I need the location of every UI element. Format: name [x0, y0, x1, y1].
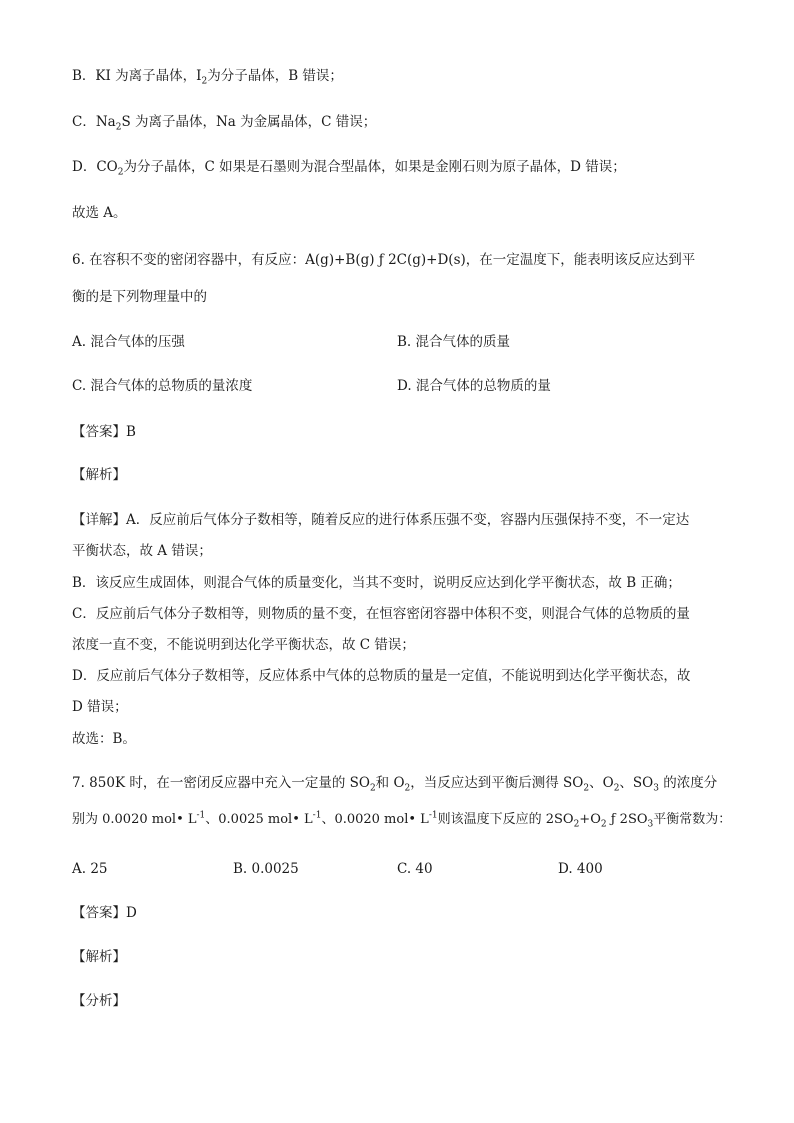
- q6-option-a: A. 混合气体的压强: [72, 334, 185, 350]
- q6-answer: [72, 423, 136, 441]
- q6-answer-value: B: [126, 424, 136, 440]
- q6-detail-line7: D 错误；: [72, 699, 128, 715]
- q6-stem-line2: 衡的是下列物理量中的: [72, 289, 207, 305]
- q7-stem-line1: 7. 850K 时，在一密闭反应器中充入一定量的 $SO_2$和 $O_2$，当反应达到平衡后测得 $SO_2$、$O_2$、$SO_3$ 的浓度分: [72, 775, 718, 794]
- q6-detail-line2: 平衡状态，故 A 错误；: [72, 543, 212, 559]
- q6-detail-line6: D．反应前后气体分子数相等，反应体系中气体的总物质的量是一定值，不能说明到达化学平衡状态，故: [72, 668, 691, 684]
- q7-option-a: A. 25: [72, 861, 108, 877]
- q6-option-b: B. 混合气体的质量: [397, 334, 511, 350]
- q6-detail-line1: 【详解】A．反应前后气体分子数相等，随着反应的进行体系压强不变，容器内压强保持不变，不一定达: [72, 512, 690, 528]
- q6-detail-line4: C．反应前后气体分子数相等，则物质的量不变，在恒容密闭容器中体积不变，则混合气体的总物质的量: [72, 606, 690, 622]
- prev-option-b-explanation: B．KI 为离子晶体，$I_2$为分子晶体，B 错误；: [72, 68, 343, 87]
- prev-option-c-explanation: C．$Na_2S$ 为离子晶体，Na 为金属晶体，C 错误；: [72, 114, 377, 133]
- q7-stem-line2: 别为 0.0020 mol• $L^{-1}$、0.0025 mol• $L^{-1}$、0.0020 mol• $L^{-1}$则该温度下反应的 $2SO_2+O_2$ ƒ $2SO_3$平衡常数为：: [72, 810, 732, 830]
- q7-answer: [72, 904, 137, 922]
- q7-fenxi-label: 【分析】: [72, 993, 126, 1009]
- q6-analysis-label: 【解析】: [72, 467, 126, 483]
- q6-option-d: D. 混合气体的总物质的量: [397, 378, 551, 394]
- q6-detail-line5: 浓度一直不变，不能说明到达化学平衡状态，故 C 错误；: [72, 637, 415, 653]
- q6-option-c: C. 混合气体的总物质的量浓度: [72, 378, 253, 394]
- q7-analysis-label: 【解析】: [72, 949, 126, 965]
- q7-option-c: C. 40: [397, 861, 433, 877]
- q7-answer-value: D: [126, 905, 137, 921]
- q6-detail-label: 【详解】: [72, 512, 126, 528]
- prev-conclusion: 故选 A。: [72, 205, 127, 221]
- q7-answer-label: 【答案】: [72, 905, 126, 921]
- q6-answer-label: 【答案】: [72, 424, 126, 440]
- q6-stem-line1: 6. 在容积不变的密闭容器中，有反应：A(g)+B(g) ƒ 2C(g)+D(s)，在一定温度下，能表明该反应达到平: [72, 252, 696, 268]
- q7-option-b: B. 0.0025: [233, 861, 299, 877]
- q6-conclusion: 故选：B。: [72, 731, 136, 747]
- q6-detail-line3: B．该反应生成固体，则混合气体的质量变化，当其不变时，说明反应达到化学平衡状态，故 B 正确；: [72, 575, 681, 591]
- q7-option-d: D. 400: [558, 861, 603, 877]
- prev-option-d-explanation: D．$CO_2$为分子晶体，C 如果是石墨则为混合型晶体，如果是金刚石则为原子晶体，D 错误；: [72, 159, 626, 178]
